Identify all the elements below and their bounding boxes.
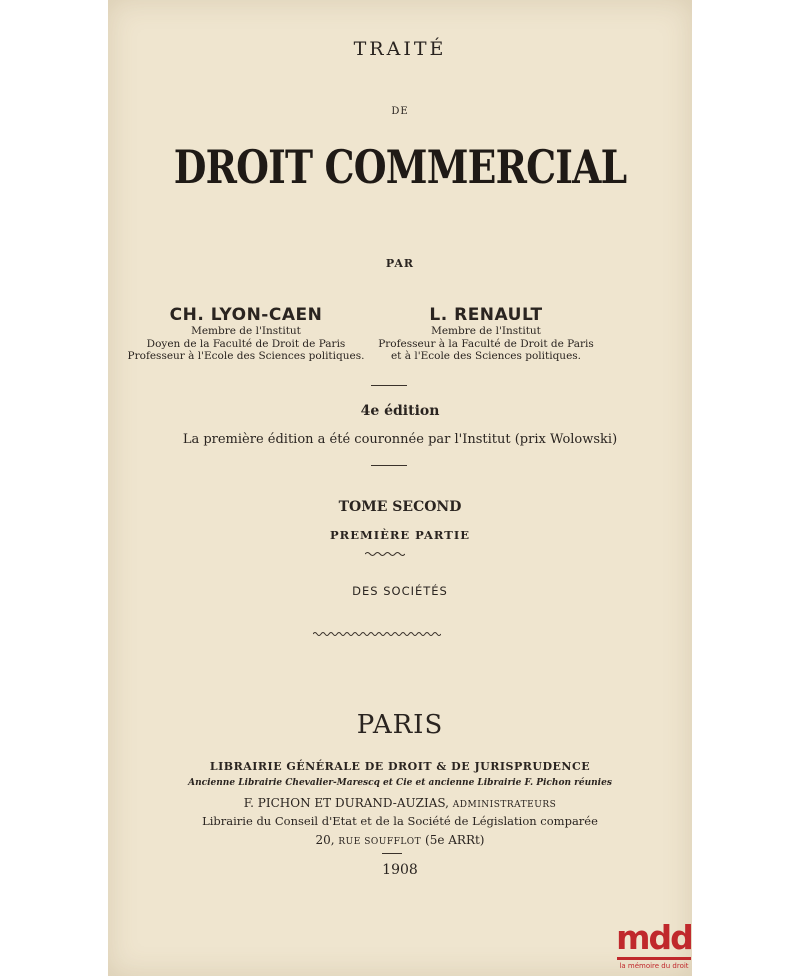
divider — [371, 385, 407, 386]
volume-subject: DES SOCIÉTÉS — [352, 584, 448, 598]
ornament-squiggle — [313, 630, 441, 638]
imprint-year: 1908 — [382, 862, 418, 878]
mdd-logo — [614, 920, 694, 976]
volume-tome: TOME SECOND — [338, 499, 462, 515]
logo-mark: mdd — [616, 918, 692, 957]
author-detail: Membre de l'Institut — [431, 325, 541, 337]
author-lyon-caen — [126, 305, 366, 363]
address-street: RUE SOUFFLOT — [338, 837, 422, 847]
author-name: L. RENAULT — [429, 305, 543, 325]
edition-prize: La première édition a été couronnée par l'Institut (prix Wolowski) — [182, 432, 618, 447]
author-detail: et à l'Ecole des Sciences politiques. — [390, 350, 582, 362]
imprint-address — [108, 833, 692, 847]
imprint-city: PARIS — [356, 710, 444, 740]
imprint-former: Ancienne Librairie Chevalier-Marescq et Cie et ancienne Librairie F. Pichon réunies — [188, 778, 612, 788]
ornament-squiggle — [365, 551, 405, 557]
volume-partie: PREMIÈRE PARTIE — [330, 528, 470, 542]
title-page — [108, 0, 692, 976]
directors-names: F. PICHON ET DURAND-AUZIAS, — [243, 796, 449, 810]
author-renault — [366, 305, 606, 363]
directors-role: ADMINISTRATEURS — [452, 800, 557, 810]
author-detail: Professeur à la Faculté de Droit de Paris — [378, 337, 594, 350]
title-par: PAR — [385, 257, 415, 270]
imprint-publisher: LIBRAIRIE GÉNÉRALE DE DROIT & DE JURISPRUDENCE — [209, 760, 591, 773]
author-detail: Doyen de la Faculté de Droit de Paris — [146, 337, 346, 350]
address-number: 20, — [315, 833, 335, 847]
author-detail: Membre de l'Institut — [191, 325, 301, 337]
address-arrondissement: (5e ARRt) — [425, 833, 485, 847]
author-name: CH. LYON-CAEN — [169, 305, 323, 325]
logo-tagline: la mémoire du droit — [619, 962, 689, 970]
author-detail: Professeur à l'Ecole des Sciences politiques. — [127, 350, 365, 362]
edition-label: 4e édition — [360, 403, 440, 419]
divider — [371, 465, 407, 466]
title-de: DE — [391, 106, 409, 117]
title-main: DROIT COMMERCIAL — [173, 140, 627, 194]
imprint-directors — [108, 796, 692, 810]
title-traite: TRAITÉ — [353, 38, 447, 60]
imprint-conseil: Librairie du Conseil d'Etat et de la Société de Législation comparée — [202, 814, 598, 828]
logo-bar — [617, 957, 691, 960]
divider — [382, 853, 402, 854]
